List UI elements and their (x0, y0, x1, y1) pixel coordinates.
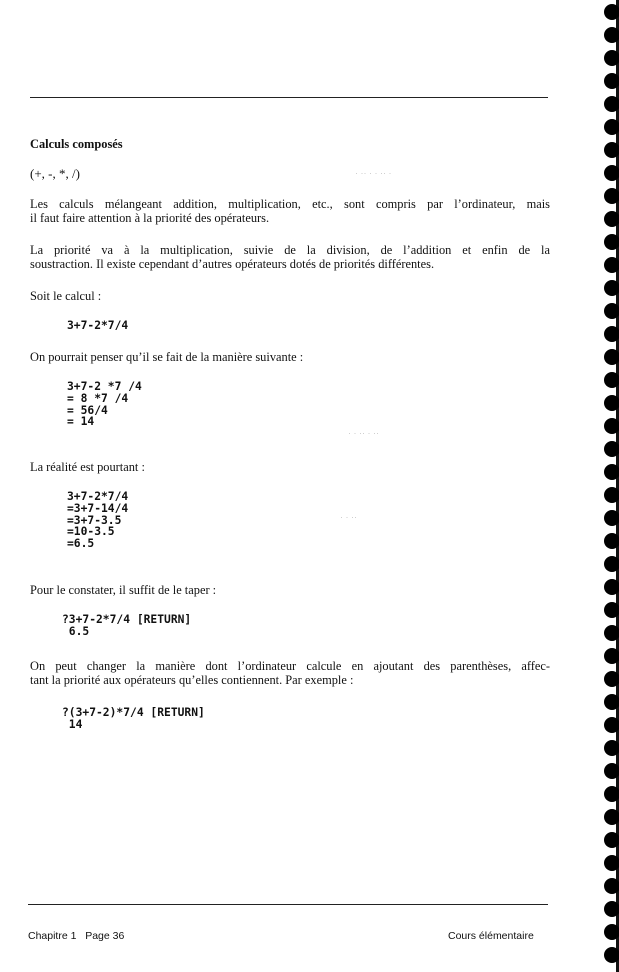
binding-hole (604, 947, 619, 963)
paragraph-2-line-1: La priorité va à la multiplication, suivie de la division, de l’addition et enfin de la (30, 243, 550, 257)
paragraph-1 (30, 197, 550, 225)
paragraph-2 (30, 243, 550, 271)
binding-hole (604, 303, 619, 319)
code-block-1: 3+7-2*7/4 (67, 319, 129, 332)
binding-hole (604, 901, 619, 917)
paragraph-1-line-2: il faut faire attention à la priorité des opérateurs. (30, 211, 270, 225)
binding-hole (604, 809, 619, 825)
paragraph-4: On pourrait penser qu’il se fait de la manière suivante : (30, 350, 304, 364)
binding-hole (604, 855, 619, 871)
paragraph-7-line-2: tant la priorité aux opérateurs qu’elles contiennent. Par exemple : (30, 673, 354, 687)
binding-hole (604, 786, 619, 802)
paragraph-2-line-2: soustraction. Il existe cependant d’autres opérateurs dotés de priorités différentes. (30, 257, 435, 271)
binding-hole (604, 533, 619, 549)
binding-hole (604, 96, 619, 112)
binding-hole (604, 165, 619, 181)
binding-hole (604, 280, 619, 296)
binding-hole (604, 349, 619, 365)
binding-hole (604, 924, 619, 940)
paragraph-1-line-1: Les calculs mélangeant addition, multiplication, etc., sont compris par l’ordinateur, mais (30, 197, 550, 211)
section-title: Calculs composés (30, 137, 123, 151)
paragraph-6: Pour le constater, il suffit de le taper : (30, 583, 217, 597)
binding-hole (604, 671, 619, 687)
footer-chapter-page: Chapitre 1 Page 36 (28, 930, 125, 942)
scan-noise: · · ·· (340, 512, 357, 522)
binding-hole (604, 763, 619, 779)
binding-hole (604, 73, 619, 89)
binding-hole (604, 211, 619, 227)
binding-hole (604, 441, 619, 457)
binding-hole (604, 50, 619, 66)
binding-hole (604, 142, 619, 158)
binding-hole (604, 625, 619, 641)
footer-course-title: Cours élémentaire (448, 930, 534, 942)
binding-hole (604, 832, 619, 848)
paragraph-7-line-1: On peut changer la manière dont l’ordinateur calcule en ajoutant des parenthèses, affec- (30, 659, 550, 673)
binding-hole (604, 510, 619, 526)
paragraph-7 (30, 659, 550, 687)
binding-hole (604, 418, 619, 434)
binding-hole (604, 27, 619, 43)
binding-hole (604, 487, 619, 503)
binding-hole (604, 602, 619, 618)
operators-line: (+, -, *, /) (30, 166, 80, 181)
binding-hole (604, 740, 619, 756)
binding-hole (604, 119, 619, 135)
binding-hole (604, 717, 619, 733)
code-block-2: 3+7-2 *7 /4 = 8 *7 /4 = 56/4 = 14 (67, 380, 142, 429)
paragraph-3: Soit le calcul : (30, 289, 102, 303)
code-block-3: 3+7-2*7/4 =3+7-14/4 =3+7-3.5 =10-3.5 =6.5 (67, 490, 129, 551)
footer-rule (28, 904, 548, 905)
binding-hole (604, 878, 619, 894)
binding-hole (604, 694, 619, 710)
code-block-4: ?3+7-2*7/4 [RETURN] 6.5 (62, 613, 192, 638)
spiral-binding (602, 0, 619, 972)
paragraph-5: La réalité est pourtant : (30, 460, 145, 474)
binding-hole (604, 326, 619, 342)
header-rule (30, 97, 548, 98)
binding-hole (604, 556, 619, 572)
binding-hole (604, 234, 619, 250)
binding-hole (604, 395, 619, 411)
binding-hole (604, 257, 619, 273)
binding-hole (604, 464, 619, 480)
code-block-5: ?(3+7-2)*7/4 [RETURN] 14 (62, 706, 205, 731)
binding-hole (604, 188, 619, 204)
scan-noise: · ·· · · ·· · (355, 168, 392, 178)
binding-hole (604, 579, 619, 595)
scan-noise: · · ·· · ·· (348, 428, 379, 438)
binding-hole (604, 372, 619, 388)
binding-hole (604, 4, 619, 20)
binding-hole (604, 648, 619, 664)
